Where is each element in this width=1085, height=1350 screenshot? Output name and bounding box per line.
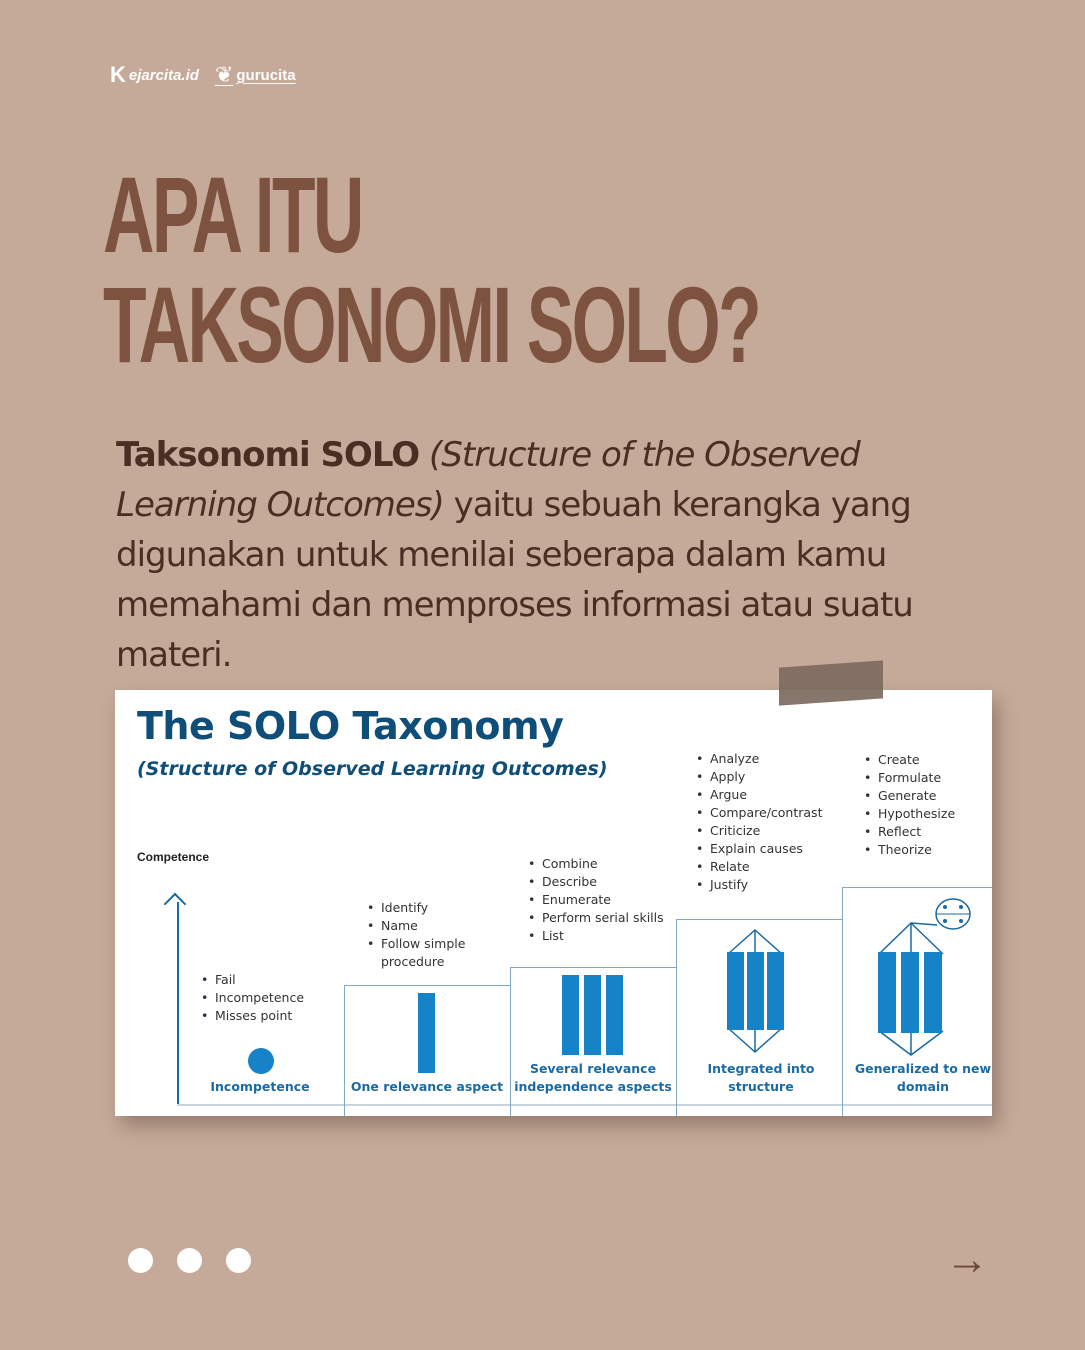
kejarcita-logo-text: ejarcita.id bbox=[128, 66, 199, 84]
list-item: • Relate bbox=[696, 858, 822, 876]
list-item: • Explain causes bbox=[696, 840, 822, 858]
level-2-label bbox=[347, 1078, 507, 1096]
level-label-line: Integrated into bbox=[707, 1061, 815, 1076]
intro-paragraph bbox=[116, 430, 996, 680]
pagination-dots bbox=[128, 1248, 251, 1273]
pagination-dot[interactable] bbox=[177, 1248, 202, 1273]
pagination-dot[interactable] bbox=[128, 1248, 153, 1273]
list-item: • Fail bbox=[201, 971, 304, 989]
intro-term: Taksonomi SOLO bbox=[116, 435, 420, 475]
next-arrow-icon[interactable]: → bbox=[945, 1235, 989, 1284]
level-label-line: Several relevance bbox=[529, 1061, 657, 1076]
gurucita-logo-mark: ❦ bbox=[214, 62, 234, 87]
axis-label: Competence bbox=[137, 850, 210, 864]
list-item: • Justify bbox=[696, 876, 822, 894]
kejarcita-logo-mark: K bbox=[110, 62, 126, 87]
list-item: • Criticize bbox=[696, 822, 822, 840]
list-item: • Misses point bbox=[201, 1007, 304, 1025]
gurucita-logo bbox=[215, 62, 296, 88]
pagination-dot[interactable] bbox=[226, 1248, 251, 1273]
list-item: • Create bbox=[864, 751, 955, 769]
level-4-structure-icon bbox=[722, 928, 788, 1058]
competence-axis bbox=[177, 902, 179, 1106]
level-5-generalized-icon bbox=[875, 895, 979, 1058]
level-2-bar-icon bbox=[418, 993, 435, 1073]
gurucita-logo-text: gurucita bbox=[236, 66, 296, 84]
list-item: • Compare/contrast bbox=[696, 804, 822, 822]
page-title-line-2: TAKSONOMI SOLO? bbox=[103, 264, 760, 385]
list-item: • Combine bbox=[528, 855, 664, 873]
kejarcita-logo bbox=[110, 62, 199, 88]
list-item: • Generate bbox=[864, 787, 955, 805]
list-item: • Theorize bbox=[864, 841, 955, 859]
list-item: procedure bbox=[381, 954, 445, 969]
level-5-bullets bbox=[864, 751, 955, 859]
level-2-bullets bbox=[367, 899, 465, 971]
brand-logos bbox=[110, 62, 296, 88]
level-3-label bbox=[513, 1060, 673, 1096]
tape-decoration bbox=[779, 660, 883, 705]
level-3-bar-icon bbox=[562, 975, 579, 1055]
list-item: • Identify bbox=[367, 899, 465, 917]
level-1-dot-icon bbox=[248, 1048, 274, 1074]
list-item: • Follow simple bbox=[367, 935, 465, 953]
diagram-subtitle: (Structure of Observed Learning Outcomes) bbox=[137, 758, 608, 780]
list-item: • Perform serial skills bbox=[528, 909, 664, 927]
level-5-label bbox=[847, 1060, 992, 1096]
list-item: • Analyze bbox=[696, 750, 822, 768]
diagram-title: The SOLO Taxonomy bbox=[137, 704, 564, 748]
list-item: • Describe bbox=[528, 873, 664, 891]
list-item: • Name bbox=[367, 917, 465, 935]
level-label-line: One relevance aspect bbox=[350, 1079, 504, 1094]
list-item: • Apply bbox=[696, 768, 822, 786]
level-4-bullets bbox=[696, 750, 822, 894]
level-4-label bbox=[681, 1060, 841, 1096]
page-title-line-1: APA ITU bbox=[103, 154, 362, 275]
list-item: • Reflect bbox=[864, 823, 955, 841]
level-1-bullets bbox=[201, 971, 304, 1025]
level-3-bar-icon bbox=[584, 975, 601, 1055]
axis-arrowhead-icon bbox=[164, 893, 187, 916]
level-3-bar-icon bbox=[606, 975, 623, 1055]
list-item: • Argue bbox=[696, 786, 822, 804]
level-label-line: independence aspects bbox=[514, 1079, 672, 1094]
intro-expansion: (Structure of the Observed Learning Outcomes) bbox=[116, 435, 860, 525]
solo-diagram-card bbox=[115, 690, 992, 1116]
list-item: • List bbox=[528, 927, 664, 945]
list-item: • Formulate bbox=[864, 769, 955, 787]
level-label-line: Incompetence bbox=[210, 1079, 310, 1094]
intro-text: yaitu sebuah kerangka yang digunakan untuk menilai seberapa dalam kamu memahami dan memproses informasi atau suatu materi. bbox=[116, 485, 913, 675]
level-label-line: structure bbox=[728, 1079, 794, 1094]
level-1-label bbox=[185, 1078, 335, 1096]
list-item: • Incompetence bbox=[201, 989, 304, 1007]
list-item: • Enumerate bbox=[528, 891, 664, 909]
list-item: • Hypothesize bbox=[864, 805, 955, 823]
level-label-line: Generalized to new bbox=[854, 1061, 992, 1076]
level-3-bullets bbox=[528, 855, 664, 945]
page-title bbox=[103, 154, 760, 385]
level-label-line: domain bbox=[896, 1079, 950, 1094]
